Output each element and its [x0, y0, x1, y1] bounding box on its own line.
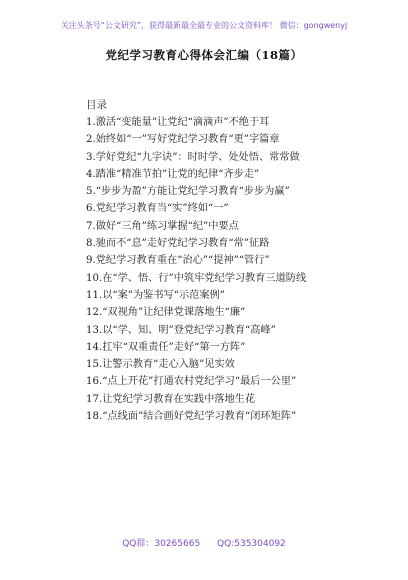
toc-item: 11.以“案”为鉴书写“示范案例”	[86, 289, 225, 301]
toc-item: 7.做好“三角”练习掌握“纪”中要点	[86, 220, 239, 232]
toc-item: 5.“步步为盈”方能让党纪学习教育“步步为赢”	[86, 186, 290, 198]
toc-item: 1.激活“变能量”让党纪“滴滴声”不绝于耳	[86, 117, 270, 128]
footer	[0, 536, 408, 549]
footer-qq: QQ:535304092	[217, 539, 286, 549]
toc-item: 16.“点上开花”打通农村党纪学习“最后一公里”	[86, 376, 297, 388]
toc-item: 15.让警示教育“走心入脑”见实效	[86, 359, 235, 371]
toc-item: 6.党纪学习教育当“实”终如“一”	[86, 203, 229, 215]
footer-qq-group: QQ群：30265665	[122, 539, 201, 549]
toc-item: 10.在“学、悟、行”中筑牢党纪学习教育三道防线	[86, 272, 307, 284]
toc-item: 14.扛牢“双重责任”走好“第一方阵”	[86, 341, 246, 353]
toc-heading: 目录	[86, 99, 107, 111]
toc-item: 13.以“学、知、明”登党纪学习教育“高峰”	[86, 324, 276, 336]
toc-item: 8.驰而不“息”走好党纪学习教育“常”征路	[86, 238, 270, 250]
toc-item: 3.学好党纪“九字诀”：时时学、处处悟、常常做	[86, 151, 300, 163]
toc-item: 9.党纪学习教育重在“治心”“提神”“管行”	[86, 255, 270, 267]
header-note: 关注头条号“公文研究”，获得最新最全最专业的公文资料库！ 微信：gongwenyj	[60, 21, 348, 30]
toc-item: 18.“点线面”结合画好党纪学习教育“闭环矩阵”	[86, 411, 297, 423]
toc-item: 12.“双视角”让纪律党课落地生“廉”	[86, 307, 246, 319]
document-title: 党纪学习教育心得体会汇编（18篇）	[105, 48, 303, 62]
toc-item: 2.始终如“一”写好党纪学习教育“更”字篇章	[86, 134, 280, 146]
toc-item: 17.让党纪学习教育在实践中落地生花	[86, 393, 256, 405]
toc-list	[86, 114, 306, 425]
toc-item: 4.踏准“精准节拍”让党的纪律“齐步走”	[86, 168, 260, 180]
